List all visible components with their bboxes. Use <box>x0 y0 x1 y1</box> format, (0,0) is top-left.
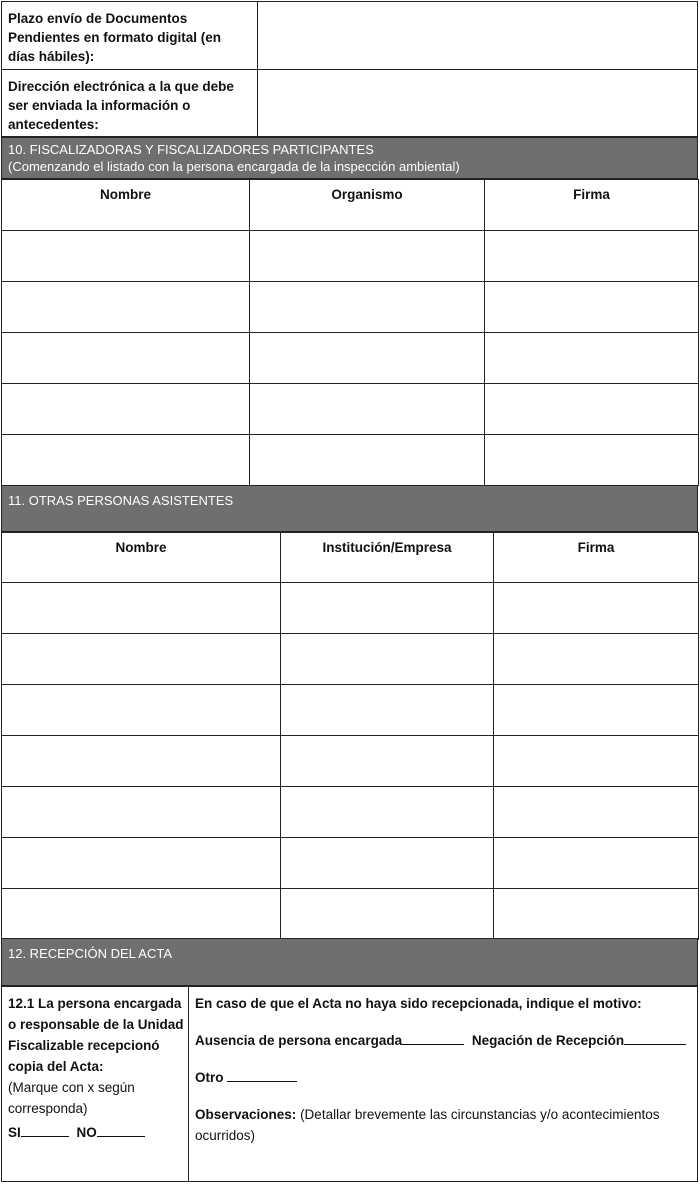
firma-cell[interactable] <box>485 333 699 384</box>
nombre-cell[interactable] <box>2 333 250 384</box>
nombre-cell[interactable] <box>2 435 250 486</box>
col-header-nombre: Nombre <box>2 180 250 231</box>
no-label: NO <box>76 1125 97 1140</box>
fiscalizadores-table <box>1 179 699 486</box>
section-12-header <box>1 938 698 986</box>
table-header-row <box>2 533 699 583</box>
firma-cell[interactable] <box>485 384 699 435</box>
table-row <box>2 333 699 384</box>
recepcion-block <box>1 986 698 1182</box>
recepcion-question-cell <box>2 987 189 1181</box>
otro-label: Otro <box>195 1070 224 1085</box>
firma-cell[interactable] <box>485 282 699 333</box>
firma-cell[interactable] <box>485 435 699 486</box>
section-10-subtitle: (Comenzando el listado con la persona encargada de la inspección ambiental) <box>8 159 460 174</box>
otro-option <box>195 1067 691 1088</box>
firma-cell[interactable] <box>494 889 699 940</box>
section-12-title: 12. RECEPCIÓN DEL ACTA <box>8 946 172 961</box>
institucion-cell[interactable] <box>281 736 494 787</box>
table-row <box>2 231 699 282</box>
table-row <box>2 282 699 333</box>
plazo-label: Plazo envío de Documentos Pendientes en formato digital (en días hábiles): <box>2 2 258 69</box>
nombre-cell[interactable] <box>2 384 250 435</box>
observaciones <box>195 1104 691 1146</box>
document-pending-block <box>1 1 698 137</box>
table-row <box>2 889 699 940</box>
table-row <box>2 384 699 435</box>
institucion-cell[interactable] <box>281 685 494 736</box>
table-row <box>2 634 699 685</box>
section-10-header <box>1 137 698 179</box>
firma-cell[interactable] <box>485 231 699 282</box>
institucion-cell[interactable] <box>281 634 494 685</box>
institucion-cell[interactable] <box>281 787 494 838</box>
organismo-cell[interactable] <box>250 435 485 486</box>
direccion-row <box>2 70 697 136</box>
ausencia-label: Ausencia de persona encargada <box>195 1033 403 1048</box>
firma-cell[interactable] <box>494 838 699 889</box>
observaciones-label: Observaciones: <box>195 1107 297 1122</box>
table-row <box>2 736 699 787</box>
nombre-cell[interactable] <box>2 583 281 634</box>
col-header-firma: Firma <box>494 533 699 583</box>
nombre-cell[interactable] <box>2 889 281 940</box>
organismo-cell[interactable] <box>250 384 485 435</box>
recepcion-note: (Marque con x según corresponda) <box>8 1080 135 1116</box>
otras-personas-table <box>1 532 699 940</box>
organismo-cell[interactable] <box>250 333 485 384</box>
motivo-prompt: En caso de que el Acta no haya sido recepcionada, indique el motivo: <box>195 996 642 1011</box>
col-header-institucion: Institución/Empresa <box>281 533 494 583</box>
observaciones-text: (Detallar brevemente las circunstancias y/o acontecimientos ocurridos) <box>195 1107 660 1143</box>
recepcion-motivo-cell <box>189 987 697 1181</box>
no-blank[interactable] <box>97 1123 145 1137</box>
plazo-row <box>2 2 697 70</box>
institucion-cell[interactable] <box>281 889 494 940</box>
motivo-options <box>195 1030 691 1051</box>
nombre-cell[interactable] <box>2 736 281 787</box>
table-header-row <box>2 180 699 231</box>
otro-blank[interactable] <box>227 1068 297 1082</box>
direccion-label: Dirección electrónica a la que debe ser enviada la información o antecedentes: <box>2 70 258 136</box>
si-blank[interactable] <box>21 1123 69 1137</box>
plazo-value-field[interactable] <box>258 2 697 69</box>
col-header-firma: Firma <box>485 180 699 231</box>
table-row <box>2 685 699 736</box>
direccion-value-field[interactable] <box>258 70 697 136</box>
col-header-nombre: Nombre <box>2 533 281 583</box>
table-row <box>2 787 699 838</box>
organismo-cell[interactable] <box>250 282 485 333</box>
institucion-cell[interactable] <box>281 838 494 889</box>
firma-cell[interactable] <box>494 685 699 736</box>
section-11-header <box>1 485 698 532</box>
negacion-blank[interactable] <box>624 1031 686 1045</box>
table-row <box>2 838 699 889</box>
organismo-cell[interactable] <box>250 231 485 282</box>
nombre-cell[interactable] <box>2 282 250 333</box>
nombre-cell[interactable] <box>2 231 250 282</box>
col-header-organismo: Organismo <box>250 180 485 231</box>
si-label: SI <box>8 1125 21 1140</box>
firma-cell[interactable] <box>494 736 699 787</box>
table-row <box>2 435 699 486</box>
table-row <box>2 583 699 634</box>
nombre-cell[interactable] <box>2 787 281 838</box>
recepcion-question: 12.1 La persona encargada o responsable de la Unidad Fiscalizable recepcionó copia del Acta: <box>8 996 184 1074</box>
institucion-cell[interactable] <box>281 583 494 634</box>
firma-cell[interactable] <box>494 634 699 685</box>
nombre-cell[interactable] <box>2 685 281 736</box>
si-no-choice <box>8 1122 145 1143</box>
negacion-label: Negación de Recepción <box>471 1033 625 1048</box>
firma-cell[interactable] <box>494 583 699 634</box>
nombre-cell[interactable] <box>2 634 281 685</box>
ausencia-blank[interactable] <box>402 1031 464 1045</box>
section-11-title: 11. OTRAS PERSONAS ASISTENTES <box>8 493 234 508</box>
nombre-cell[interactable] <box>2 838 281 889</box>
section-10-title: 10. FISCALIZADORAS Y FISCALIZADORES PARTICIPANTES <box>8 142 374 157</box>
firma-cell[interactable] <box>494 787 699 838</box>
